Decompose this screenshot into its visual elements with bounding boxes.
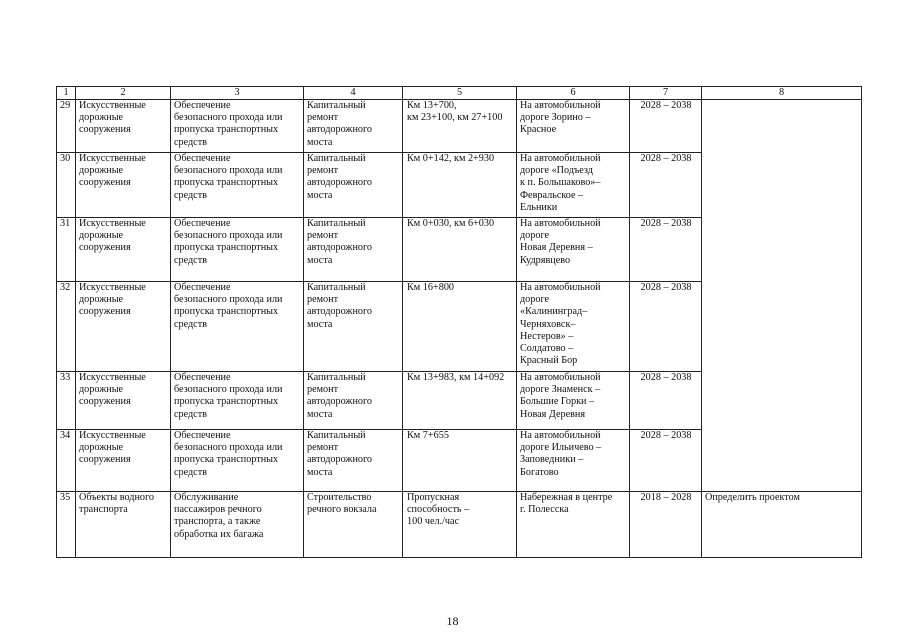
characteristics: Пропускная способность – 100 чел./час xyxy=(407,492,470,528)
purpose-cell xyxy=(171,218,304,282)
characteristics: Км 0+030, км 6+030 xyxy=(407,218,495,229)
table-row xyxy=(57,492,862,558)
work-type: Капитальный ремонт автодорожного моста xyxy=(307,153,373,201)
header-col-1: 1 xyxy=(57,87,76,100)
work-type-cell xyxy=(304,153,403,218)
period-cell: 2028 – 2038 xyxy=(630,430,702,492)
location: Набережная в центре г. Полесска xyxy=(520,492,613,516)
purpose: Обеспечение безопасного прохода или пропуска транспортных средств xyxy=(174,372,283,420)
work-type: Капитальный ремонт автодорожного моста xyxy=(307,430,373,478)
object-name-cell xyxy=(76,218,171,282)
characteristics: Км 16+800 xyxy=(407,282,455,293)
work-type-cell xyxy=(304,218,403,282)
work-type: Капитальный ремонт автодорожного моста xyxy=(307,282,373,330)
row-number: 33 xyxy=(57,372,76,430)
object-name: Искусственные дорожные сооружения xyxy=(79,100,146,136)
period-cell: 2018 – 2028 xyxy=(630,492,702,558)
purpose-cell xyxy=(171,372,304,430)
characteristics-cell xyxy=(403,430,517,492)
location: На автомобильной дороге Зорино – Красное xyxy=(520,100,601,136)
work-type: Капитальный ремонт автодорожного моста xyxy=(307,372,373,420)
purpose-cell xyxy=(171,430,304,492)
row-number: 29 xyxy=(57,100,76,153)
purpose: Обеспечение безопасного прохода или пропуска транспортных средств xyxy=(174,153,283,201)
row-number: 31 xyxy=(57,218,76,282)
location-cell xyxy=(517,100,630,153)
period-cell: 2028 – 2038 xyxy=(630,153,702,218)
work-type-cell xyxy=(304,492,403,558)
purpose: Обеспечение безопасного прохода или пропуска транспортных средств xyxy=(174,218,283,266)
characteristics-cell xyxy=(403,372,517,430)
row-number: 32 xyxy=(57,282,76,372)
location-cell xyxy=(517,430,630,492)
location-cell xyxy=(517,492,630,558)
work-type: Капитальный ремонт автодорожного моста xyxy=(307,100,373,148)
location-cell xyxy=(517,218,630,282)
location-cell xyxy=(517,372,630,430)
object-name: Искусственные дорожные сооружения xyxy=(79,430,146,466)
object-name: Искусственные дорожные сооружения xyxy=(79,372,146,408)
purpose-cell xyxy=(171,100,304,153)
header-col-5: 5 xyxy=(403,87,517,100)
work-type: Капитальный ремонт автодорожного моста xyxy=(307,218,373,266)
location-cell xyxy=(517,282,630,372)
characteristics-cell xyxy=(403,218,517,282)
characteristics-cell xyxy=(403,492,517,558)
object-name: Искусственные дорожные сооружения xyxy=(79,218,146,254)
header-col-7: 7 xyxy=(630,87,702,100)
characteristics-cell xyxy=(403,282,517,372)
purpose-cell xyxy=(171,153,304,218)
header-col-8: 8 xyxy=(702,87,862,100)
location-cell xyxy=(517,153,630,218)
object-name-cell xyxy=(76,100,171,153)
work-type-cell xyxy=(304,430,403,492)
header-col-3: 3 xyxy=(171,87,304,100)
table-row xyxy=(57,100,862,153)
purpose: Обеспечение безопасного прохода или пропуска транспортных средств xyxy=(174,100,283,148)
characteristics-cell xyxy=(403,153,517,218)
note-cell: Определить проектом xyxy=(702,492,862,558)
location: На автомобильной дороге «Калининград– Черняховск– Нестеров» – Солдатово – Красный Бор xyxy=(520,282,601,367)
object-name-cell xyxy=(76,492,171,558)
work-type-cell xyxy=(304,100,403,153)
purpose: Обслуживание пассажиров речного транспорта, а также обработка их багажа xyxy=(174,492,264,540)
period-cell: 2028 – 2038 xyxy=(630,282,702,372)
page-number: 18 xyxy=(446,614,459,628)
row-number: 34 xyxy=(57,430,76,492)
object-name: Искусственные дорожные сооружения xyxy=(79,153,146,189)
location: На автомобильной дороге Ильичево – Заповедники – Богатово xyxy=(520,430,602,478)
row-number: 30 xyxy=(57,153,76,218)
characteristics: Км 7+655 xyxy=(407,430,449,441)
work-type: Строительство речного вокзала xyxy=(307,492,377,516)
characteristics: Км 13+983, км 14+092 xyxy=(407,372,505,383)
characteristics-cell xyxy=(403,100,517,153)
table-header-row xyxy=(57,87,862,100)
notes-merged-cell xyxy=(702,100,862,492)
work-type-cell xyxy=(304,282,403,372)
object-name: Объекты водного транспорта xyxy=(79,492,155,516)
period-cell: 2028 – 2038 xyxy=(630,218,702,282)
period-cell: 2028 – 2038 xyxy=(630,372,702,430)
header-col-4: 4 xyxy=(304,87,403,100)
object-name: Искусственные дорожные сооружения xyxy=(79,282,146,318)
header-col-6: 6 xyxy=(517,87,630,100)
work-type-cell xyxy=(304,372,403,430)
object-name-cell xyxy=(76,372,171,430)
location: На автомобильной дороге Новая Деревня – Кудрявцево xyxy=(520,218,601,266)
document-table xyxy=(56,86,862,558)
location: На автомобильной дороге Знаменск – Большие Горки – Новая Деревня xyxy=(520,372,601,420)
characteristics: Км 0+142, км 2+930 xyxy=(407,153,495,164)
location: На автомобильной дороге «Подъезд к п. Большаково»– Февральское – Ельники xyxy=(520,153,601,213)
object-name-cell xyxy=(76,430,171,492)
characteristics: Км 13+700, км 23+100, км 27+100 xyxy=(407,100,503,124)
purpose: Обеспечение безопасного прохода или пропуска транспортных средств xyxy=(174,282,283,330)
object-name-cell xyxy=(76,282,171,372)
period-cell: 2028 – 2038 xyxy=(630,100,702,153)
row-number: 35 xyxy=(57,492,76,558)
purpose-cell xyxy=(171,282,304,372)
purpose: Обеспечение безопасного прохода или пропуска транспортных средств xyxy=(174,430,283,478)
purpose-cell xyxy=(171,492,304,558)
header-col-2: 2 xyxy=(76,87,171,100)
object-name-cell xyxy=(76,153,171,218)
